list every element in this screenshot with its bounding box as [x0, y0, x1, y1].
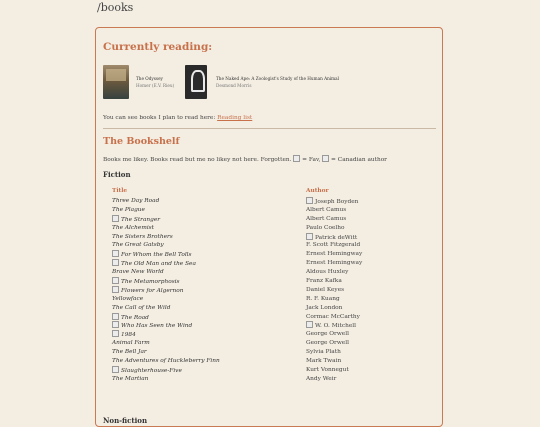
fiction-title-row: [112, 357, 220, 366]
book-title: The Sisters Brothers: [112, 233, 173, 240]
fiction-author-row: [306, 375, 362, 384]
fiction-author-row: [306, 233, 362, 242]
book-author: Homer (E.V. Rieu): [136, 83, 175, 88]
content-card: [95, 27, 443, 427]
book-title: The Old Man and the Sea: [121, 261, 196, 268]
fav-image-icon: [112, 215, 119, 222]
bookshelf-intro: [103, 155, 387, 163]
fiction-author-row: [306, 206, 362, 215]
book-author: W. O. Mitchell: [315, 323, 356, 330]
fiction-author-row: [306, 286, 362, 295]
fiction-author-column: [306, 197, 362, 384]
book-title: 1984: [121, 332, 136, 339]
book-title: For Whom the Bell Tolls: [121, 252, 192, 259]
book-title: Yellowface: [112, 295, 144, 302]
book-title: The Road: [121, 314, 149, 321]
book-author: Ernest Hemingway: [306, 251, 363, 258]
fiction-title-row: [112, 330, 220, 339]
book-author: Sylvia Plath: [306, 349, 341, 356]
fiction-author-row: [306, 277, 362, 286]
fiction-author-row: [306, 268, 362, 277]
fiction-title-row: [112, 206, 220, 215]
book-title: The Naked Ape: A Zoologist's Study of the Human Animal: [216, 76, 339, 81]
fiction-author-row: [306, 357, 362, 366]
book-title: Flowers for Algernon: [121, 287, 184, 294]
fiction-title-row: [112, 197, 220, 206]
book-author: R. F. Kuang: [306, 295, 340, 302]
book-author: Albert Camus: [306, 206, 347, 213]
book-title: The Alchemist: [112, 224, 154, 231]
fiction-title-row: [112, 259, 220, 268]
book-author: F. Scott Fitzgerald: [306, 242, 361, 249]
fav-image-icon: [112, 286, 119, 293]
book-author: Ernest Hemingway: [306, 260, 363, 267]
book-title: Brave New World: [112, 269, 164, 276]
book-title: Animal Farm: [112, 340, 150, 347]
intro-fav-text: = Fav,: [300, 157, 323, 163]
fiction-title-row: [112, 339, 220, 348]
section-divider: [103, 128, 436, 129]
canadian-image-icon: [306, 321, 313, 328]
book-author: Joseph Boyden: [315, 199, 359, 205]
book-title: The Bell Jar: [112, 349, 147, 356]
reading-list-text: You can see books I plan to read here:: [103, 115, 218, 121]
canadian-image-icon: [306, 233, 313, 240]
book-title: Slaughterhouse-Five: [121, 367, 182, 374]
book-title: The Call of the Wild: [112, 304, 171, 311]
fiction-title-row: [112, 321, 220, 330]
book-author: Kurt Vonnegut: [306, 366, 349, 373]
book-title: The Martian: [112, 375, 149, 382]
book-author: Franz Kafka: [306, 278, 342, 285]
fiction-author-row: [306, 366, 362, 375]
fiction-title-row: [112, 286, 220, 295]
book-title: Three Day Road: [112, 198, 160, 204]
book-author: George Orwell: [306, 331, 349, 338]
fiction-title-row: [112, 295, 220, 304]
book-title: The Great Gatsby: [112, 242, 164, 249]
book-author: Cormac McCarthy: [306, 313, 360, 320]
fiction-title-row: [112, 375, 220, 384]
currently-reading-heading: Currently reading:: [103, 41, 213, 53]
book-title: The Plague: [112, 206, 145, 213]
fiction-title-row: [112, 277, 220, 286]
book-author: Jack London: [306, 304, 343, 311]
author-column-header: Author: [306, 188, 329, 194]
fiction-title-row: [112, 250, 220, 259]
book-title: The Metamorphosis: [121, 279, 180, 286]
title-column-header: Title: [112, 188, 128, 194]
intro-text: Books me likey. Books read but me no likey not here. Forgotten.: [103, 157, 294, 163]
fiction-author-row: [306, 215, 362, 224]
book-author: George Orwell: [306, 340, 349, 347]
book-title: Who Has Seen the Wind: [121, 323, 193, 330]
fiction-title-row: [112, 215, 220, 224]
fiction-title-row: [112, 313, 220, 322]
fiction-author-row: [306, 295, 362, 304]
fav-image-icon: [112, 277, 119, 284]
reading-list-link[interactable]: Reading list: [217, 115, 253, 121]
fiction-author-row: [306, 330, 362, 339]
bookshelf-heading: The Bookshelf: [103, 136, 180, 147]
book-title: The Odyssey: [136, 76, 163, 81]
fiction-author-row: [306, 259, 362, 268]
fav-image-icon: [112, 330, 119, 337]
fav-image-icon: [112, 259, 119, 266]
book-cover-image: [185, 65, 207, 99]
book-author: Paulo Coelho: [306, 224, 345, 231]
reading-list-note: [103, 115, 252, 121]
book-title: The Adventures of Huckleberry Finn: [112, 358, 220, 365]
intro-canadian-text: = Canadian author: [329, 157, 387, 163]
fav-image-icon: [112, 250, 119, 257]
book-author: Daniel Keyes: [306, 286, 345, 293]
fiction-title-row: [112, 233, 220, 242]
fiction-title-row: [112, 304, 220, 313]
book-cover-image: [103, 65, 129, 99]
book-author: Andy Weir: [306, 375, 337, 382]
fiction-author-row: [306, 197, 362, 206]
fav-image-icon: [112, 313, 119, 320]
fiction-title-row: [112, 268, 220, 277]
book-author: Patrick deWitt: [315, 234, 358, 241]
fiction-title-column: [112, 197, 220, 384]
fiction-author-row: [306, 304, 362, 313]
fiction-title-row: [112, 366, 220, 375]
fiction-author-row: [306, 224, 362, 233]
book-author: Aldous Huxley: [306, 269, 349, 276]
book-title: The Stranger: [121, 216, 161, 223]
fiction-author-row: [306, 348, 362, 357]
fiction-heading: Fiction: [103, 170, 131, 179]
fiction-author-row: [306, 313, 362, 322]
canadian-image-icon: [306, 197, 313, 204]
fiction-author-row: [306, 321, 362, 330]
book-author: Mark Twain: [306, 358, 342, 365]
fav-image-icon: [112, 321, 119, 328]
fav-image-icon: [112, 366, 119, 373]
page-path: /books: [97, 1, 134, 14]
book-author: Albert Camus: [306, 215, 347, 222]
fiction-author-row: [306, 339, 362, 348]
fiction-title-row: [112, 348, 220, 357]
fiction-author-row: [306, 241, 362, 250]
book-author: Desmond Morris: [216, 83, 252, 88]
fiction-title-row: [112, 241, 220, 250]
nonfiction-heading: Non-fiction: [103, 416, 148, 425]
fiction-author-row: [306, 250, 362, 259]
fiction-title-row: [112, 224, 220, 233]
